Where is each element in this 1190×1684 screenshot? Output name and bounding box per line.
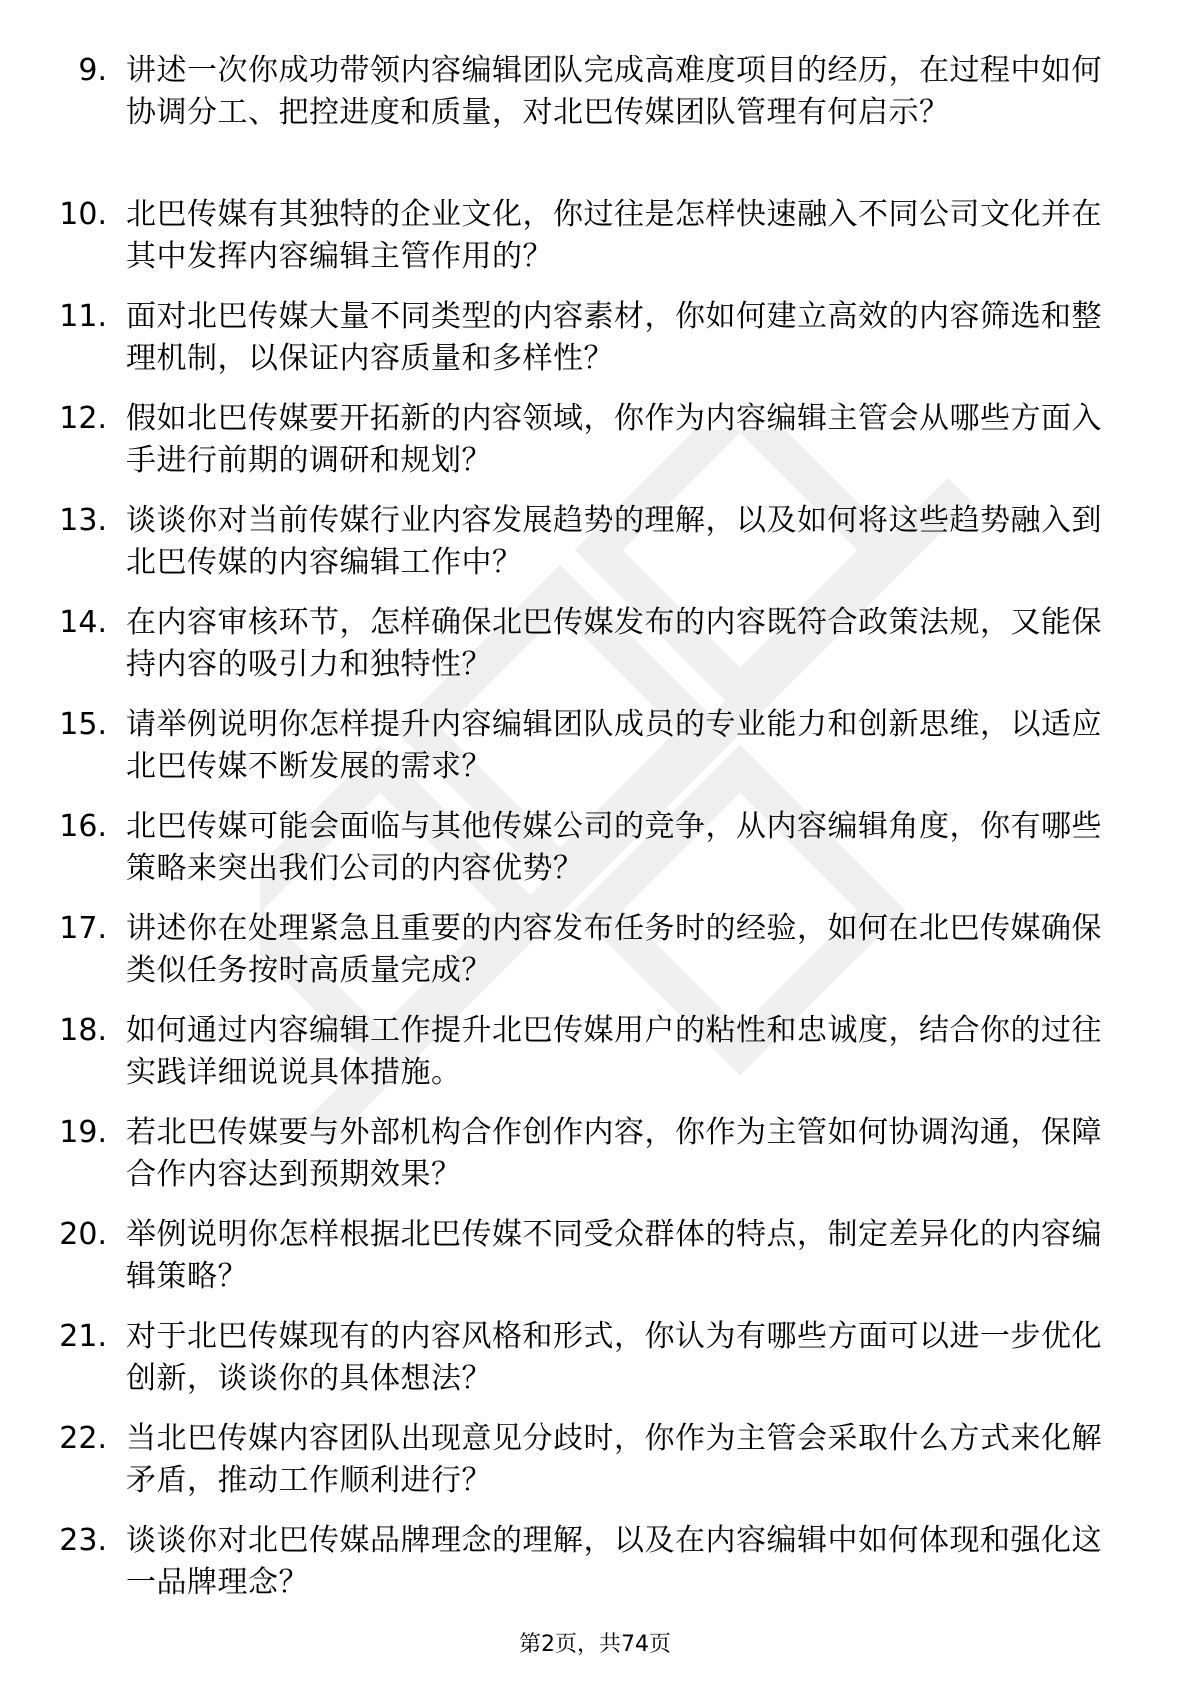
question-list [0,50,1190,1622]
question-item [0,1214,1190,1296]
question-item [0,1112,1190,1194]
question-text: 对于北巴传媒现有的内容风格和形式，你认为有哪些方面可以进一步优化创新，谈谈你的具体想法？ [126,1319,1102,1396]
question-item [0,908,1190,990]
question-number: 12. [59,401,107,436]
question-number: 18. [59,1013,107,1048]
question-text: 在内容审核环节，怎样确保北巴传媒发布的内容既符合政策法规，又能保持内容的吸引力和独特性？ [126,605,1102,682]
question-text: 请举例说明你怎样提升内容编辑团队成员的专业能力和创新思维，以适应北巴传媒不断发展的需求？ [126,707,1102,784]
question-item [0,194,1190,276]
question-number: 16. [59,809,107,844]
question-text: 如何通过内容编辑工作提升北巴传媒用户的粘性和忠诚度，结合你的过往实践详细说说具体措施。 [126,1013,1102,1090]
question-text: 谈谈你对北巴传媒品牌理念的理解，以及在内容编辑中如何体现和强化这一品牌理念？ [126,1523,1102,1600]
question-item [0,1010,1190,1092]
question-text: 假如北巴传媒要开拓新的内容领域，你作为内容编辑主管会从哪些方面入手进行前期的调研和规划？ [126,401,1102,478]
question-item [0,1520,1190,1602]
question-text: 谈谈你对当前传媒行业内容发展趋势的理解，以及如何将这些趋势融入到北巴传媒的内容编辑工作中？ [126,503,1102,580]
question-item [0,500,1190,582]
question-item [0,296,1190,378]
question-text: 若北巴传媒要与外部机构合作创作内容，你作为主管如何协调沟通，保障合作内容达到预期效果？ [126,1115,1102,1192]
question-number: 20. [59,1217,107,1252]
question-number: 11. [59,299,107,334]
question-text: 北巴传媒有其独特的企业文化，你过往是怎样快速融入不同公司文化并在其中发挥内容编辑主管作用的？ [126,197,1102,274]
question-number: 10. [59,197,107,232]
question-number: 13. [59,503,107,538]
question-number: 23. [59,1523,107,1558]
question-item [0,398,1190,480]
question-item [0,1418,1190,1500]
question-item [0,602,1190,684]
question-item [0,1316,1190,1398]
question-text: 面对北巴传媒大量不同类型的内容素材，你如何建立高效的内容筛选和整理机制，以保证内容质量和多样性？ [126,299,1102,376]
question-text: 讲述一次你成功带领内容编辑团队完成高难度项目的经历，在过程中如何协调分工、把控进度和质量，对北巴传媒团队管理有何启示？ [126,53,1102,130]
question-number: 22. [59,1421,107,1456]
page-footer [0,1630,1190,1660]
question-number: 9. [78,53,107,88]
question-number: 15. [59,707,107,742]
question-item [0,50,1190,174]
question-text: 讲述你在处理紧急且重要的内容发布任务时的经验，如何在北巴传媒确保类似任务按时高质量完成？ [126,911,1102,988]
question-text: 当北巴传媒内容团队出现意见分歧时，你作为主管会采取什么方式来化解矛盾，推动工作顺利进行？ [126,1421,1102,1498]
question-text: 北巴传媒可能会面临与其他传媒公司的竞争，从内容编辑角度，你有哪些策略来突出我们公司的内容优势？ [126,809,1102,886]
page-number-label: 第2页，共74页 [519,1632,671,1657]
question-text: 举例说明你怎样根据北巴传媒不同受众群体的特点，制定差异化的内容编辑策略？ [126,1217,1102,1294]
question-number: 21. [59,1319,107,1354]
question-number: 17. [59,911,107,946]
question-item [0,806,1190,888]
question-number: 19. [59,1115,107,1150]
question-number: 14. [59,605,107,640]
question-item [0,704,1190,786]
